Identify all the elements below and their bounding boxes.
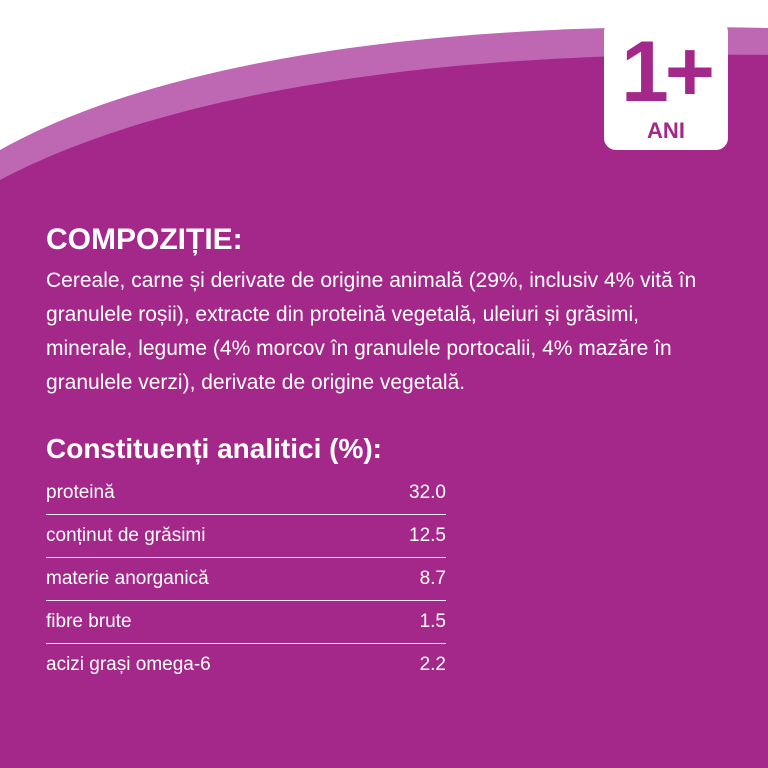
table-row: [46, 515, 446, 558]
constituent-name: conținut de grăsimi: [46, 525, 206, 546]
table-row: [46, 558, 446, 601]
composition-text: Cereale, carne și derivate de origine animală (29%, inclusiv 4% vită în granulele roșii), extracte din proteină vegetală, uleiuri și grăsimi, minerale, legume (4% morcov în granulele portocalii, 4% mazăre în granulele verzi), derivate de origine vegetală.: [46, 269, 697, 394]
constituent-name: fibre brute: [46, 611, 132, 632]
constituent-value: 8.7: [419, 568, 446, 589]
table-row: [46, 601, 446, 644]
constituent-name: materie anorganică: [46, 568, 209, 589]
table-row: [46, 644, 446, 686]
analytical-table: [46, 472, 446, 686]
constituent-value: 1.5: [419, 611, 446, 632]
age-number: 1+: [620, 24, 712, 120]
analytical-title: Constituenți analitici (%):: [46, 433, 382, 464]
constituent-value: 32.0: [409, 482, 446, 503]
constituent-value: 12.5: [409, 525, 446, 546]
constituent-value: 2.2: [419, 654, 446, 675]
age-unit-label: ANI: [647, 118, 685, 143]
table-row: [46, 472, 446, 515]
constituent-name: acizi grași omega-6: [46, 654, 211, 675]
constituent-name: proteină: [46, 482, 115, 503]
composition-title: COMPOZIȚIE:: [46, 223, 243, 256]
age-badge: [604, 20, 728, 150]
content-area: [46, 222, 726, 686]
